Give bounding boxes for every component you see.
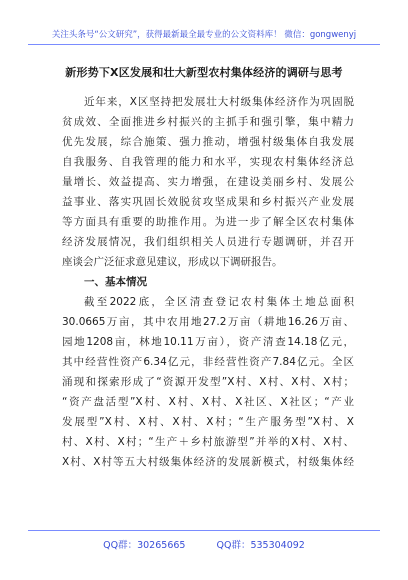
body-line: 贫成效、全面推进乡村振兴的主抓手和强引擎，集中精力 — [62, 116, 354, 128]
body-line: 截至2022底，全区清查登记农村集体土地总面积 — [84, 296, 354, 308]
document-body — [62, 92, 354, 472]
body-line: 其中经营性资产6.34亿元，非经营性资产7.84亿元。全区 — [62, 356, 354, 368]
body-line: 村、X村、X村；“生产＋乡村旅游型”并举的X村、X村、 — [62, 436, 354, 448]
body-line: “资产盘活型”X村、X村、X村、X社区、X社区；“产业 — [62, 396, 354, 408]
body-line: 等方面具有重要的助推作用。为进一步了解全区农村集体 — [62, 216, 354, 228]
footer-divider — [28, 530, 380, 531]
body-line: X村、X村等五大村级集体经济的发展新模式，村级集体经 — [62, 456, 354, 468]
body-line: 涌现和探索形成了“资源开发型”X村、X村、X村、X村； — [62, 376, 354, 388]
header-divider — [28, 44, 380, 45]
page-footer — [0, 537, 408, 551]
body-line: 座谈会广泛征求意见建议，形成以下调研报告。 — [62, 256, 283, 268]
footer-qq-group-2: QQ群：535304092 — [216, 540, 305, 551]
body-line: 量增长、效益提高、实力增强，在建设美丽乡村、发展公 — [62, 176, 354, 188]
section-heading: 一、基本情况 — [84, 276, 147, 288]
footer-qq-group-1: QQ群：30265665 — [103, 540, 186, 551]
body-line: 益事业、落实巩固长效脱贫攻坚成果和乡村振兴产业发展 — [62, 196, 354, 208]
body-line: 园地1208亩，林地10.11万亩），资产清查14.18亿元， — [62, 336, 354, 348]
body-line: 经济发展情况，我们组织相关人员进行专题调研，并召开 — [62, 236, 354, 248]
page-header: 关注头条号“公文研究”，获得最新最全最专业的公文资料库！ 微信：gongwenyj — [51, 30, 357, 40]
body-line: 近年来，X区坚持把发展壮大村级集体经济作为巩固脱 — [84, 96, 354, 108]
body-line: 自我服务、自我管理的能力和水平，实现农村集体经济总 — [62, 156, 354, 168]
body-line: 30.0665万亩，其中农用地27.2万亩（耕地16.26万亩、 — [62, 316, 354, 328]
body-line: 优先发展，综合施策、强力推动，增强村级集体自我发展 — [62, 136, 354, 148]
body-line: 发展型”X村、X村、X村、X村；“生产服务型”X村、X — [62, 416, 354, 428]
document-title: 新形势下X区发展和壮大新型农村集体经济的调研与思考 — [65, 66, 343, 79]
